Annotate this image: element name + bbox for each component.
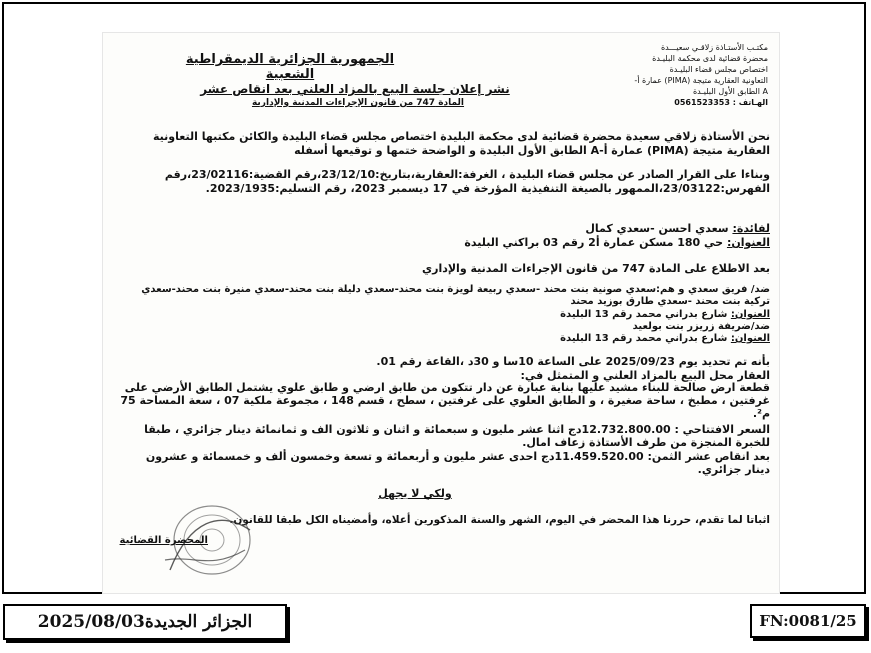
second-defendant-address-label: العنوان: xyxy=(730,333,770,344)
plaintiff-address-value: حي 180 مسكن عمارة أ2 رقم 03 براكني البليدة xyxy=(464,236,724,249)
reduced-price: بعد انقاص عشر الثمن: 11.459.520.00دج احدى عشر مليون و أربعمائة و تسعة وخمسون ألف و خمسمائة و عشرون دينار جزائري. xyxy=(145,450,770,476)
file-number-box: FN:0081/25 xyxy=(750,604,866,638)
plaintiff-address-label: العنوان: xyxy=(726,236,770,249)
notice-subtitle: المادة 747 من قانون الإجراءات المدنية والإدارية xyxy=(251,98,465,108)
sale-object-line: العقار محل البيع بالمزاد العلني و المتمثل في: xyxy=(520,369,770,382)
plaintiff-line xyxy=(120,222,770,236)
office-line: A الطابق الأول البليـدة xyxy=(692,87,768,96)
notice-title: نشر إعلان جلسة البيع بالمزاد العلني بعد انقاص عشر xyxy=(200,82,510,96)
plaintiff-value: سعدي احسن -سعدي كمال xyxy=(585,222,729,235)
decision-paragraph: وبناءا على القرار الصادر عن مجلس قضاء البليدة ، الغرفة:العقارية،بتاريخ:23/12/10،رقم القضية:23/02116،رقم الفهرس:23/03122،الممهور بالصيغة التنفيذية المؤرخة في 17 ديسمبر 2023، رقم التسليم:2023/1935. xyxy=(164,168,770,195)
second-defendant-address-line xyxy=(120,333,770,345)
office-line: اختصاص مجلس قضاء البليـدة xyxy=(669,65,768,74)
signature-title: المحضرة القضائية xyxy=(119,535,208,546)
office-line: التعاونية العقارية متيجة (PIMA) عمارة أ- xyxy=(634,76,768,85)
office-block xyxy=(586,42,768,108)
office-phone: الهـاتف : 0561523353 xyxy=(674,98,768,107)
property-description: قطعة ارض صالحة للبناء مشيد عليها بناية عبارة عن دار تتكون من طابق ارضي و طابق علوي يشتمل الطابق الأرضي على غرفتين ، مطبخ ، ساحة صغيرة ، و الطابق العلوي على غرفتين ، سطح ، قسم 148 ، مجموعة ملكية 07 ، سعة المساحة 75 م². xyxy=(120,381,770,420)
opening-price: السعر الافتتاحي : 12.732.800.00دج اثنا عشر مليون و سبعمائة و اثنان و ثلاثون الف و ثمانمائة دينار جزائري ، طبقا للخبرة المنجزة من طرف الأستاذة زعاف امال. xyxy=(144,423,770,449)
intro-paragraph: نحن الأستاذة زلاقي سعيدة محضرة قضائية لدى محكمة البليدة اختصاص مجلس قضاء البليدة والكائن مكتبها التعاونية العقارية متيجة (PIMA) عمارة أ-A الطابق الأول البليدة و الواضحة ختمها و توقيعها أسفله xyxy=(153,130,770,157)
defendants-address-line xyxy=(120,309,770,321)
defendants-paragraph: ضد/ فريق سعدي و هم:سعدي صونية بنت محند -سعدي ربيعة لويزة بنت محند-سعدي دليلة بنت محند-سعدي منيرة بنت محند-سعدي تركية بنت محند -سعدي طارق بوزيد محند xyxy=(141,284,770,307)
second-defendant: ضد/ضريفة زريزر بنت بولعيد xyxy=(632,321,770,332)
defendants-address-label: العنوان: xyxy=(730,309,770,320)
republic-header: الجمهورية الجزائرية الديمقراطية الشعبية xyxy=(185,52,395,82)
office-line: مكتـب الأستـاذة زلاقـي سعيـــدة xyxy=(660,43,768,52)
second-defendant-address-value: شارع بدراني محمد رقم 13 البليدة xyxy=(560,333,728,344)
office-line: محضرة قضائية لدى محكمة البليـدة xyxy=(652,54,768,63)
plaintiff-label: لفائدة: xyxy=(732,222,770,235)
warning-heading: ولكي لا يجهل xyxy=(378,487,452,500)
closing-paragraph: اثباتا لما تقدم، حررنا هذا المحضر في اليوم، الشهر والسنة المذكورين أعلاه، وأمضيناه الكل طبقا للقانون. xyxy=(229,514,770,526)
plaintiff-address-line xyxy=(120,236,770,250)
defendants-address-value: شارع بدراني محمد رقم 13 البليدة xyxy=(560,309,728,320)
legal-basis: بعد الاطلاع على المادة 747 من قانون الإجراءات المدنية والإداري xyxy=(422,262,770,275)
newspaper-date-box: الجزائر الجديدة2025/08/03 xyxy=(3,604,287,640)
session-date-line: بأنه تم تحديد يوم 2025/09/23 على الساعة 10سا و 30د ،القاعة رقم 01. xyxy=(376,355,770,368)
